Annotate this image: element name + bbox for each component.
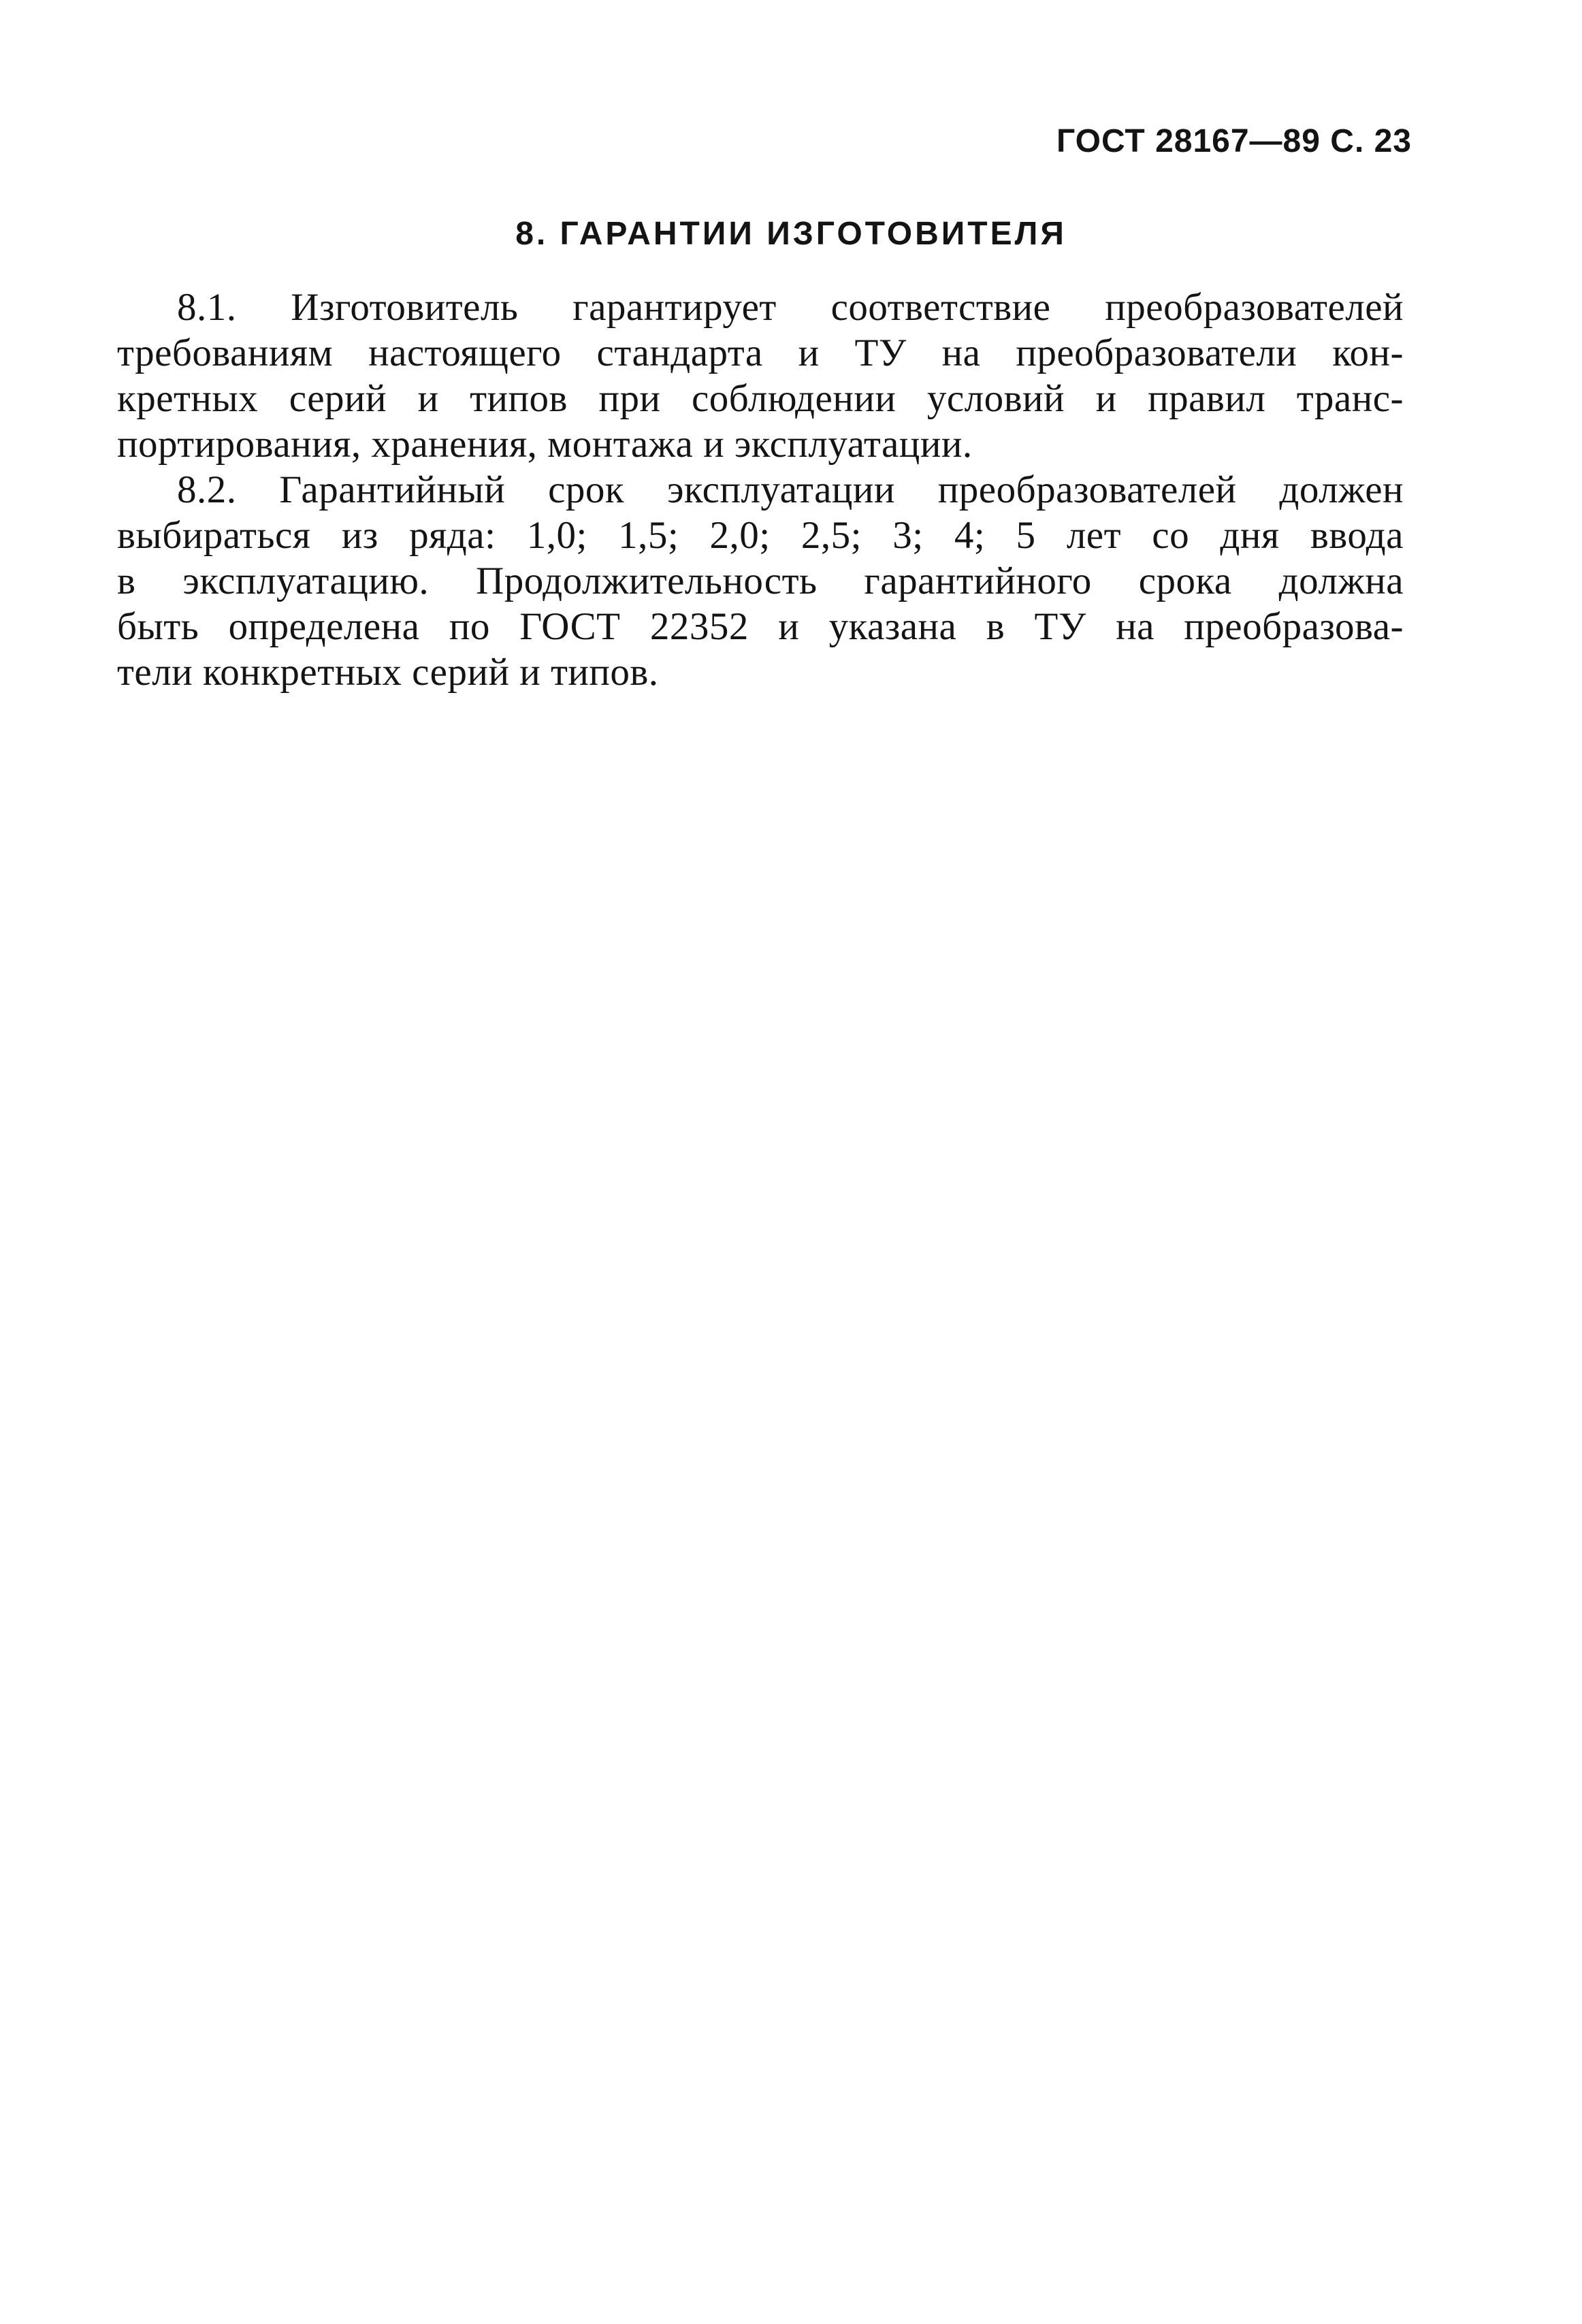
- paragraph-line: кретных серий и типов при соблюдении условий и правил транс-: [117, 377, 1404, 420]
- paragraph-8-2: [117, 467, 1404, 695]
- paragraph-line: выбираться из ряда: 1,0; 1,5; 2,0; 2,5; 3; 4; 5 лет со дня ввода: [117, 514, 1404, 557]
- paragraph-line: портирования, хранения, монтажа и эксплуатации.: [117, 423, 973, 466]
- paragraph-line: требованиям настоящего стандарта и ТУ на преобразователи кон-: [117, 332, 1404, 374]
- paragraph-line: 8.1. Изготовитель гарантирует соответствие преобразователей: [177, 286, 1404, 329]
- paragraph-8-1: [117, 285, 1404, 467]
- paragraph-line: 8.2. Гарантийный срок эксплуатации преобразователей должен: [177, 468, 1404, 511]
- paragraph-line: тели конкретных серий и типов.: [117, 651, 659, 694]
- paragraph-line: в эксплуатацию. Продолжительность гарантийного срока должна: [117, 560, 1404, 602]
- page-header: ГОСТ 28167—89 С. 23: [1056, 123, 1412, 159]
- paragraph-line: быть определена по ГОСТ 22352 и указана в ТУ на преобразова-: [117, 605, 1404, 648]
- section-title: 8. ГАРАНТИИ ИЗГОТОВИТЕЛЯ: [515, 216, 1067, 252]
- document-body: [117, 285, 1404, 695]
